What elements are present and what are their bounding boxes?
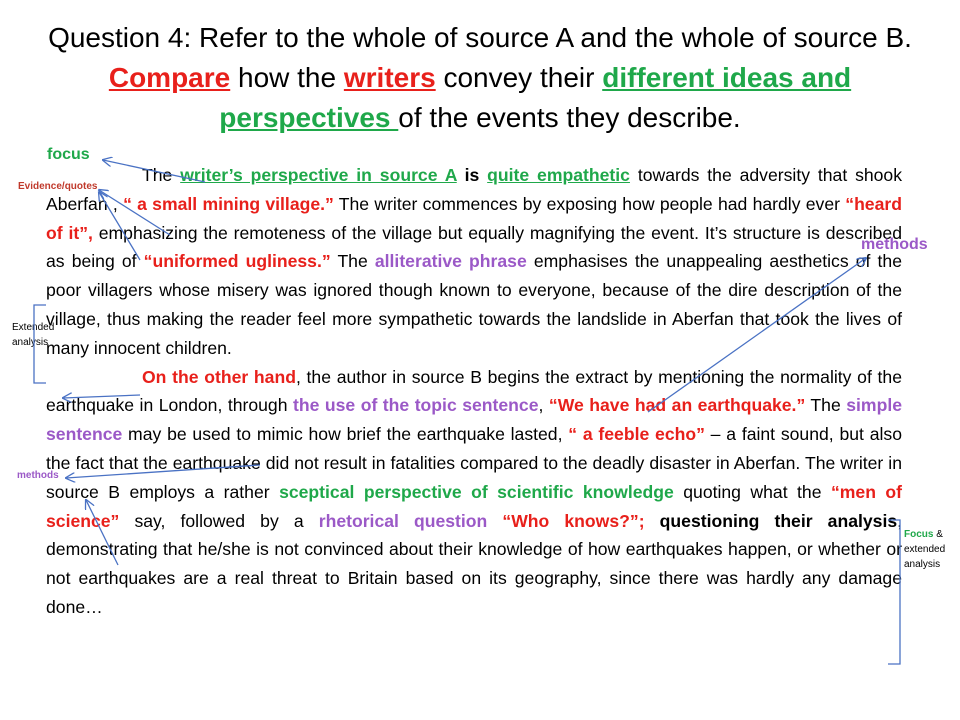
- focus-label: focus: [47, 146, 90, 163]
- methods-label-top: methods: [861, 236, 928, 253]
- focus-extended-label: [904, 527, 960, 572]
- p2-quote: “We have had an earthquake.”: [548, 395, 806, 416]
- answer-body: [46, 161, 902, 622]
- p2-text: [487, 511, 502, 531]
- title-text-2: how the: [230, 62, 344, 93]
- p1-quote: “uniformed ugliness.”: [143, 251, 331, 272]
- p2-text: – a faint sound, but also the fact that the earthquake did not result in fatalities compared to the deadly disaster in Aberfan. The writer in source B employs a rather: [46, 424, 902, 502]
- p1-quote: “ a small mining village.”: [123, 193, 334, 214]
- p2-quote: “Who knows?”;: [502, 510, 645, 531]
- p2-text: quoting what the: [673, 481, 831, 502]
- p2-analysis: questioning their analysis: [659, 510, 898, 531]
- p2-text: , demonstrating that he/she is not convinced about their knowledge of how earthquakes happen, or whether or not earthquakes are a real threat to Britain based on its geography, since there was hardly any damage done…: [46, 510, 903, 617]
- p2-quote: “ a feeble echo”: [568, 424, 705, 445]
- p1-empathetic: quite empathetic: [487, 165, 630, 185]
- p1-text: towards the adversity that shook Aberfan ,: [46, 165, 903, 214]
- p2-quote: “men of science”: [46, 481, 903, 531]
- p1-text: The writer commences by exposing how people had hardly ever: [333, 193, 846, 214]
- p2-focus: sceptical perspective of scientific knowledge: [279, 481, 674, 502]
- p2-text: ,: [538, 395, 549, 416]
- title-text-3: convey their: [435, 62, 603, 93]
- question-title: [40, 18, 920, 138]
- extended-analysis-label: Extended analysis: [12, 322, 55, 348]
- p1-is: is: [456, 165, 480, 185]
- title-text-4: of the events they describe.: [398, 102, 741, 133]
- p2-method: the use of the topic sentence: [293, 395, 539, 416]
- title-text-1: Question 4: Refer to the whole of source A and the whole of source B.: [48, 22, 912, 53]
- p1-perspective: writer’s perspective in source A: [180, 165, 457, 185]
- p1-method: alliterative phrase: [374, 251, 527, 272]
- p2-text: [645, 511, 660, 531]
- p2-text: say, followed by a: [119, 510, 319, 531]
- p2-text: may be used to mimic how brief the earthquake lasted,: [122, 424, 569, 445]
- p2-connective: On the other hand: [142, 366, 296, 387]
- title-ideas: different ideas and perspectives: [219, 62, 852, 133]
- paragraph-source-a: [46, 161, 902, 363]
- p1-text: emphasises the unappealing aesthetics of the poor villagers whose misery was ignored though known to everyone, because of the dire description of the village, thus making the reader feel more sympathetic towards the landslide in Aberfan that took the lives of many innocent children.: [46, 251, 902, 358]
- extended-words: & extended analysis: [904, 529, 946, 570]
- paragraph-source-b: [46, 363, 902, 622]
- methods-label-left: methods: [17, 470, 59, 481]
- p2-text: The: [805, 395, 847, 416]
- p1-quote: “heard of it”,: [46, 193, 902, 243]
- focus-word: Focus: [904, 529, 934, 540]
- p1-text: The: [142, 165, 181, 185]
- p2-text: , the author in source B begins the extract by mentioning the normality of the earthquake in London, through: [46, 366, 902, 416]
- p2-method: rhetorical question: [318, 510, 488, 531]
- title-writers: writers: [343, 62, 436, 93]
- p1-text: The: [330, 251, 375, 272]
- p2-method: simple sentence: [46, 395, 902, 445]
- p1-text: [479, 165, 487, 185]
- p1-text: emphasizing the remoteness of the village but equally magnifying the event. It’s structure is described as being of: [46, 222, 902, 272]
- title-compare: Compare: [108, 62, 231, 93]
- evidence-label: Evidence/quotes: [18, 181, 98, 192]
